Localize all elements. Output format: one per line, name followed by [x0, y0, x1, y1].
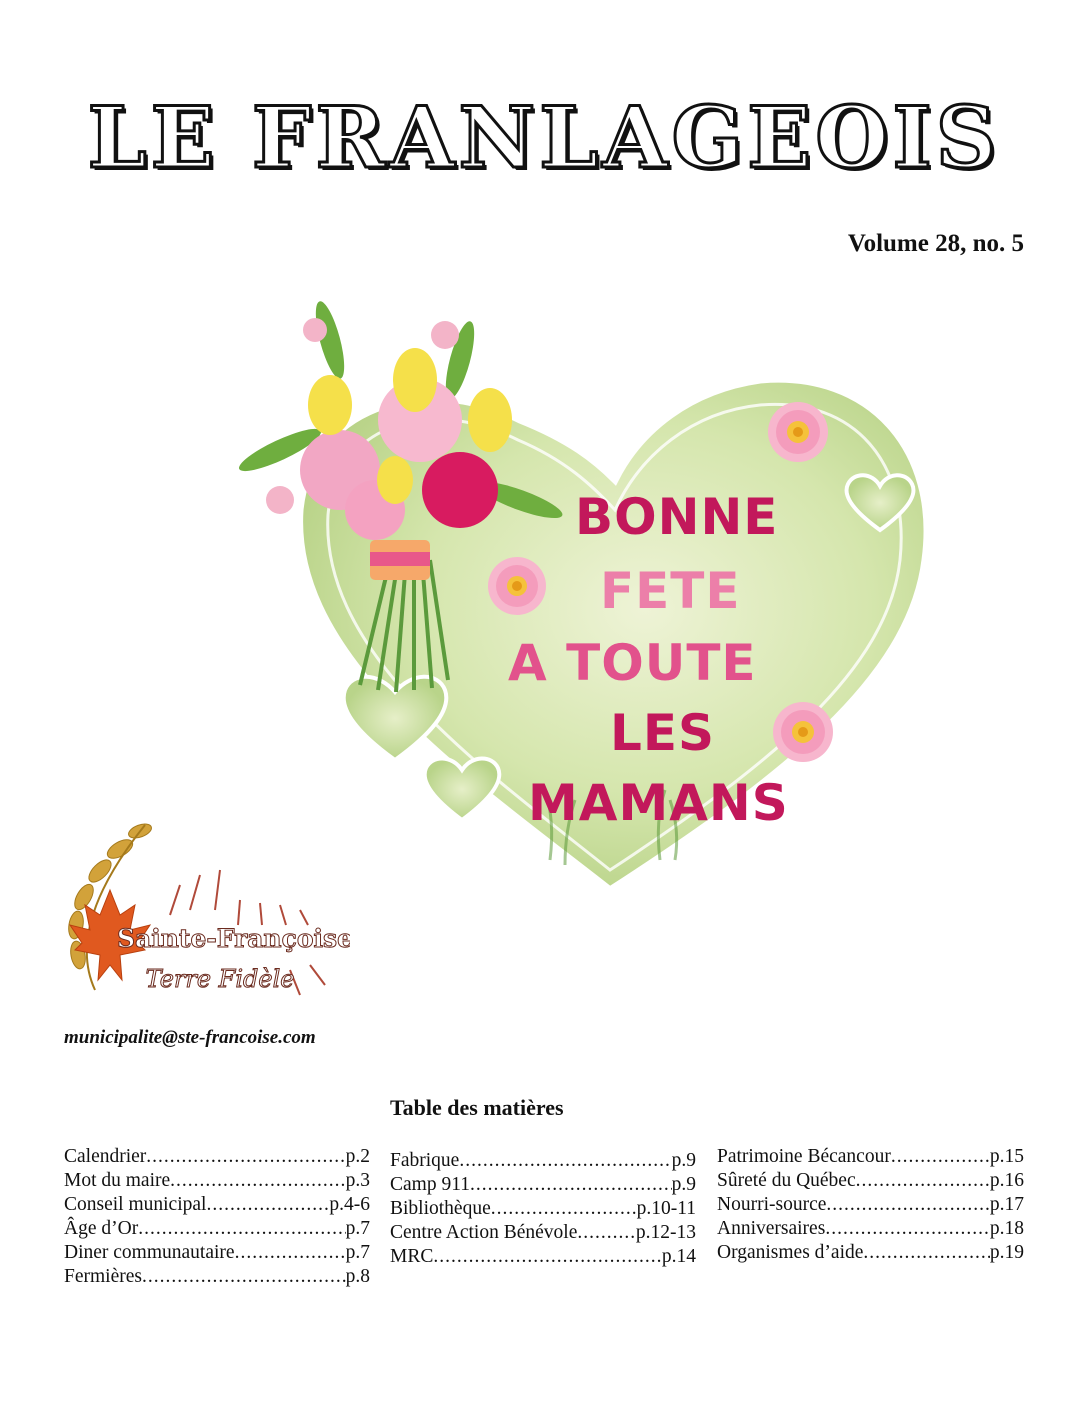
logo-name: Sainte-Françoise: [117, 924, 350, 953]
toc-column-3: [717, 1145, 1024, 1265]
greeting-line-2: FETE: [600, 562, 741, 620]
toc-entry[interactable]: Fermières ..... p.8: [64, 1265, 370, 1289]
toc-entry[interactable]: Organismes d’aide ..... p.19: [717, 1241, 1024, 1265]
newsletter-title: LE FRANLAGEOIS: [87, 88, 1001, 187]
toc-entry[interactable]: Conseil municipal ..... p.4-6: [64, 1193, 370, 1217]
municipality-logo: [50, 815, 350, 1010]
toc-column-2: [390, 1149, 696, 1269]
toc-entry[interactable]: Anniversaires ..... p.18: [717, 1217, 1024, 1241]
contact-email[interactable]: municipalite@ste-francoise.com: [64, 1027, 316, 1048]
toc-entry[interactable]: Sûreté du Québec ..... p.16: [717, 1169, 1024, 1193]
daisy-top-right: [768, 402, 828, 462]
small-heart-bottom: [425, 758, 500, 820]
toc-entry[interactable]: Bibliothèque ..... p.10-11: [390, 1197, 696, 1221]
toc-entry[interactable]: Diner communautaire ..... p.7: [64, 1241, 370, 1265]
toc-entry[interactable]: Fabrique ..... p.9: [390, 1149, 696, 1173]
greeting-line-4: LES: [610, 704, 716, 762]
greeting-line-1: BONNE: [575, 488, 779, 546]
mothers-day-illustration: [220, 300, 960, 900]
daisy-lower-right: [773, 702, 833, 762]
toc-title: Table des matières: [390, 1095, 564, 1120]
toc-entry[interactable]: Patrimoine Bécancour ..... p.15: [717, 1145, 1024, 1169]
greeting-line-3: A TOUTE: [508, 634, 757, 692]
toc-entry[interactable]: Âge d’Or ..... p.7: [64, 1217, 370, 1241]
toc-entry[interactable]: Mot du maire ..... p.3: [64, 1169, 370, 1193]
greeting-line-5: MAMANS: [528, 774, 789, 832]
toc-entry[interactable]: Centre Action Bénévole ..... p.12-13: [390, 1221, 696, 1245]
toc-entry[interactable]: Camp 911 ..... p.9: [390, 1173, 696, 1197]
issue-volume: Volume 28, no. 5: [847, 230, 1024, 257]
toc-entry[interactable]: MRC ..... p.14: [390, 1245, 696, 1269]
toc-entry[interactable]: Nourri-source ..... p.17: [717, 1193, 1024, 1217]
toc-column-1: [64, 1145, 370, 1289]
daisy-middle-left: [488, 557, 546, 615]
logo-motto: Terre Fidèle: [145, 965, 295, 993]
toc-entry[interactable]: Calendrier ..... p.2: [64, 1145, 370, 1169]
